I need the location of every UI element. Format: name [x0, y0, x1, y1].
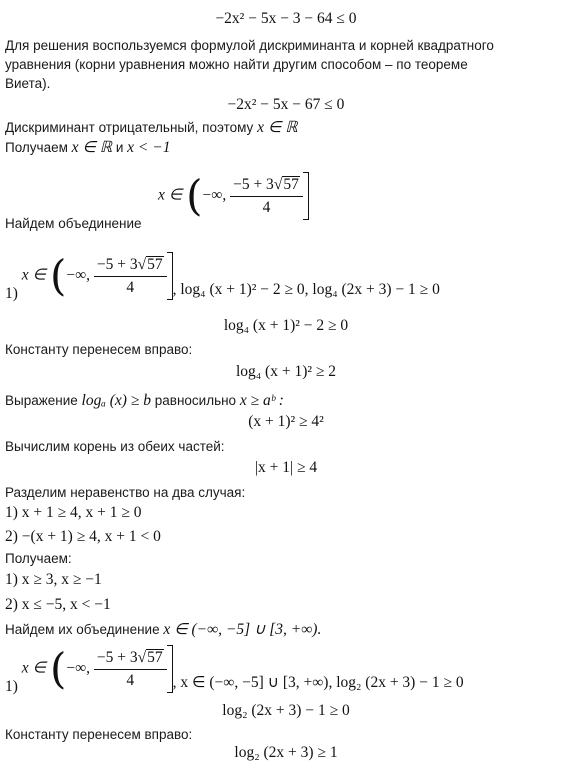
paragraph-6: [5, 391, 284, 410]
case-2-open-paren: (: [49, 644, 67, 693]
fraction: [230, 176, 303, 217]
case-1-line: [5, 252, 440, 300]
paragraph-7: Вычислим корень из обеих частей:: [5, 439, 225, 454]
fraction-denominator: 4: [262, 198, 271, 216]
paragraph-3: [5, 138, 170, 157]
paragraph-5: Константу перенесем вправо:: [5, 342, 193, 357]
equation-1: −2x² − 5x − 3 − 64 ≤ 0: [215, 10, 357, 27]
fraction-sqrt: 57: [283, 175, 299, 193]
equation-8: log₂ (2x + 3) ≥ 1: [234, 744, 338, 761]
paragraph-3-math2: x < −1: [127, 139, 171, 156]
paragraph-3-and: и: [115, 140, 124, 155]
equation-4: log₄ (x + 1)² ≥ 2: [235, 363, 337, 380]
paragraph-2-text: Дискриминант отрицательный, поэтому: [5, 120, 254, 135]
result-1: 1) x ≥ 3, x ≥ −1: [5, 571, 102, 588]
equation-2: −2x² − 5x − 67 ≤ 0: [227, 96, 345, 113]
interval-open: −∞,: [202, 186, 227, 204]
paragraph-9: Получаем:: [5, 551, 72, 566]
paragraph-10-math: x ∈ (−∞, −5] ∪ [3, +∞).: [163, 621, 322, 638]
case-2-sqrt-icon: √: [137, 648, 147, 666]
paragraph-3-math1: x ∈ ℝ: [71, 139, 113, 156]
case-2-open: −∞,: [66, 659, 90, 677]
case-1-sqrt-icon: √: [137, 255, 147, 273]
case-2-denominator: 4: [126, 671, 135, 689]
case-1-fraction: [94, 256, 167, 297]
case-2-rest: , x ∈ (−∞, −5] ∪ [3, +∞), log₂ (2x + 3) − 1 ≥ 0: [172, 673, 464, 691]
paragraph-2-math: x ∈ ℝ: [257, 119, 298, 136]
equation-5: (x + 1)² ≥ 4²: [248, 413, 324, 430]
interval-lead: x ∈: [158, 186, 183, 204]
paragraph-11: Константу перенесем вправо:: [5, 727, 193, 742]
case-2-sqrt: 57: [147, 648, 163, 666]
paragraph-4: Найдем объединение: [5, 216, 142, 231]
paragraph-10-text: Найдем их объединение: [5, 622, 160, 637]
paragraph-6-math2: x ≥ aᵇ :: [239, 392, 284, 409]
paragraph-8: Разделим неравенство на два случая:: [5, 485, 246, 500]
close-bracket: [303, 172, 309, 220]
fraction-numerator: −5 + 3: [233, 175, 274, 193]
paragraph-10: [5, 620, 321, 639]
equation-6: |x + 1| ≥ 4: [254, 459, 318, 476]
paragraph-6-a: Выражение: [5, 393, 78, 408]
paragraph-6-b: равносильно: [154, 393, 237, 408]
case-1-condition: 1) x + 1 ≥ 4, x + 1 ≥ 0: [5, 504, 142, 521]
paragraph-1a: Для решения воспользуемся формулой дискриминанта и корней квадратного: [5, 38, 494, 53]
case-1-label: 1): [5, 284, 18, 302]
paragraph-2: [5, 118, 297, 137]
case-1-open: −∞,: [66, 266, 90, 284]
case-1-open-paren: (: [49, 251, 67, 300]
result-2: 2) x ≤ −5, x < −1: [5, 596, 111, 613]
open-paren: (: [186, 171, 203, 220]
interval-expression-1: [158, 172, 309, 220]
paragraph-1b: уравнения (корни уравнения можно найти другим способом – по теореме: [5, 57, 468, 72]
equation-7: log₂ (2x + 3) − 1 ≥ 0: [222, 702, 350, 719]
case-1-numerator: −5 + 3: [96, 255, 138, 273]
case-1-lead: x ∈: [21, 266, 47, 284]
equation-3: log₄ (x + 1)² − 2 ≥ 0: [223, 317, 349, 334]
case-1-rest: , log₄ (x + 1)² − 2 ≥ 0, log₄ (2x + 3) − 1 ≥ 0: [172, 280, 440, 298]
paragraph-6-math1: logₐ (x) ≥ b: [81, 392, 151, 409]
paragraph-3-text: Получаем: [5, 140, 68, 155]
case-2-label: 1): [5, 677, 18, 695]
case-2-numerator: −5 + 3: [96, 648, 138, 666]
case-2-fraction: [94, 649, 167, 690]
case-2-line: [5, 645, 464, 693]
paragraph-1c: Виета).: [5, 76, 51, 91]
case-1-close-bracket: [167, 252, 173, 300]
sqrt-icon: √: [273, 175, 283, 193]
case-1-denominator: 4: [126, 278, 135, 296]
case-2-condition: 2) −(x + 1) ≥ 4, x + 1 < 0: [5, 528, 161, 545]
case-2-lead: x ∈: [21, 659, 47, 677]
case-2-close-bracket: [167, 645, 173, 693]
case-1-sqrt: 57: [147, 255, 163, 273]
